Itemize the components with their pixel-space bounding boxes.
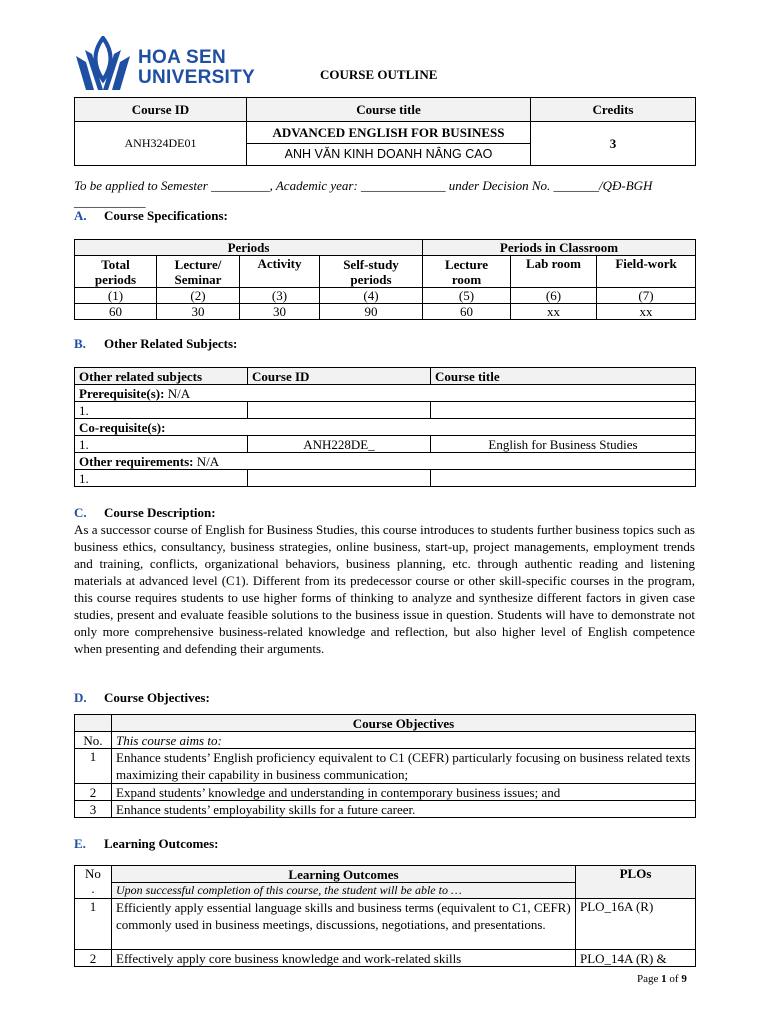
col-total-periods: Total periods (75, 256, 157, 288)
section-a-title: Course Specifications: (104, 208, 228, 223)
header-credits: Credits (531, 98, 696, 122)
col-lab-room: Lab room (511, 256, 597, 288)
classroom-group-header: Periods in Classroom (423, 240, 696, 256)
course-specifications-table (74, 239, 696, 320)
related-subjects-table (74, 367, 696, 487)
course-id-value: ANH324DE01 (75, 122, 247, 166)
section-c-letter: C. (74, 505, 87, 520)
col-self-study: Self-study periods (320, 256, 423, 288)
section-e-title: Learning Outcomes: (104, 836, 219, 851)
section-a-letter: A. (74, 208, 87, 223)
prerequisite-label-row: Prerequisite(s): N/A (75, 385, 696, 402)
page-number-footer: Page 1 of 9 (637, 973, 687, 985)
section-c-title: Course Description: (104, 505, 216, 520)
section-a-heading (74, 208, 228, 224)
prerequisite-row: 1. (75, 402, 696, 419)
spec-number-row: (1) (2) (3) (4) (5) (6) (7) (75, 288, 696, 304)
col-lecture-seminar: Lecture/ Seminar (157, 256, 240, 288)
periods-group-header: Periods (75, 240, 423, 256)
spec-value-row: 60 30 30 90 60 xx xx (75, 304, 696, 320)
other-requirements-label-row: Other requirements: N/A (75, 453, 696, 470)
outcomes-header: Learning Outcomes (112, 866, 576, 883)
outcomes-intro: Upon successful completion of this course, the student will be able to … (112, 883, 576, 899)
document-title: COURSE OUTLINE (320, 67, 438, 82)
corequisite-id: ANH228DE_ (248, 436, 431, 453)
objective-row: 3 Enhance students’ employability skills for a future career. (75, 801, 696, 818)
outcomes-no-label: No . (75, 866, 112, 899)
section-b-heading (74, 336, 237, 352)
section-c-heading (74, 505, 216, 521)
header-related-course-title: Course title (431, 368, 696, 385)
section-d-letter: D. (74, 690, 87, 705)
course-title-vn: ANH VĂN KINH DOANH NÂNG CAO (247, 144, 531, 166)
objectives-header: Course Objectives (112, 715, 696, 732)
logo-text-line1: HOA SEN (138, 47, 226, 68)
learning-outcomes-table (74, 865, 696, 967)
corequisite-row: 1. ANH228DE_ English for Business Studies (75, 436, 696, 453)
semester-line: To be applied to Semester _________, Academic year: _____________ under Decision No. _______/QĐ-BGH ___________ (74, 178, 653, 209)
header-related-course-id: Course ID (248, 368, 431, 385)
col-field-work: Field-work (597, 256, 696, 288)
course-title-en: ADVANCED ENGLISH FOR BUSINESS (247, 122, 531, 144)
logo-text-line2: UNIVERSITY (138, 67, 256, 88)
section-d-title: Course Objectives: (104, 690, 210, 705)
objective-row: 2 Expand students’ knowledge and understanding in contemporary business issues; and (75, 784, 696, 801)
section-e-letter: E. (74, 836, 86, 851)
course-description: As a successor course of English for Business Studies, this course introduces to students further business topics such as business ethics, consultancy, business strategies, online business, start-up, project managements, employment trends and training, conflicts, organizational behaviors, business planning, etc. through authentic reading and listening materials at advanced level (C1). Different from its predecessor course or other skill-specific courses in the program, this course requires students to use higher forms of thinking to analyze and synthesize different factors in given case studies, present and evaluate feasible solutions to the business issue in question. Students will have to demonstrate not only more comprehensive business-related knowledge and reflection, but also higher level of English competence when presenting and defending their arguments. (74, 522, 695, 656)
section-b-title: Other Related Subjects: (104, 336, 238, 351)
credits-value: 3 (531, 122, 696, 166)
corequisite-title: English for Business Studies (431, 436, 696, 453)
other-requirements-row: 1. (75, 470, 696, 487)
section-e-heading (74, 836, 218, 852)
col-lecture-room: Lecture room (423, 256, 511, 288)
plos-header: PLOs (576, 866, 696, 899)
section-b-letter: B. (74, 336, 86, 351)
outcome-row: 1 Efficiently apply essential language skills and business terms (equivalent to C1, CEFR) commonly used in business meetings, discussions, negotiations, and presentations. PLO_16A (R) (75, 899, 696, 950)
header-related-subjects: Other related subjects (75, 368, 248, 385)
section-d-heading (74, 690, 210, 706)
objectives-no-label: No. (75, 732, 112, 749)
header-course-title: Course title (247, 98, 531, 122)
objectives-intro: This course aims to: (112, 732, 696, 749)
objective-row: 1 Enhance students’ English proficiency equivalent to C1 (CEFR) particularly focusing on business related texts maximizing their capability in business communication; (75, 749, 696, 784)
col-activity: Activity (240, 256, 320, 288)
header-course-id: Course ID (75, 98, 247, 122)
course-info-table (74, 97, 696, 166)
outcome-row: 2 Effectively apply core business knowledge and work-related skills PLO_14A (R) & (75, 950, 696, 967)
course-objectives-table (74, 714, 696, 818)
logo-text (138, 48, 255, 88)
corequisite-label-row: Co-requisite(s): (75, 419, 696, 436)
lotus-logo-icon (72, 36, 134, 94)
university-logo (72, 36, 257, 94)
